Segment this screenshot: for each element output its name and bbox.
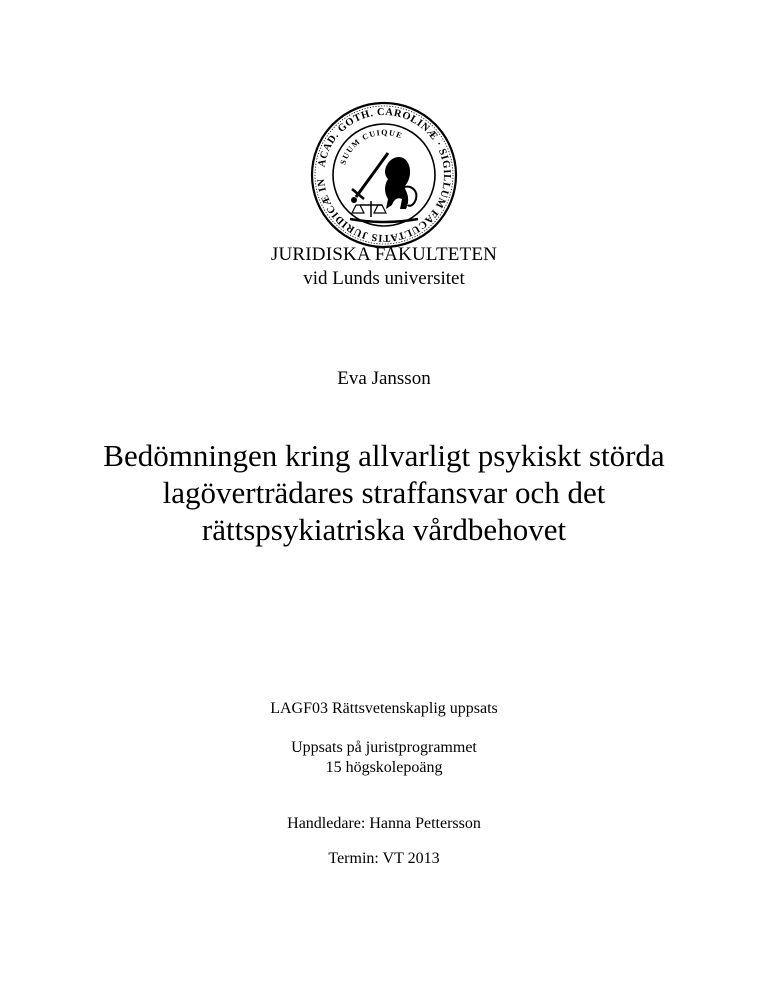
thesis-title-line: rättspsykiatriska vårdbehovet	[201, 512, 567, 547]
thesis-title-line: lagöverträdares straffansvar och det	[162, 475, 606, 510]
course-code: LAGF03 Rättsvetenskaplig uppsats	[270, 700, 498, 717]
program-name: Uppsats på juristprogrammet	[291, 739, 477, 756]
svg-text:SUUM CUIQUE: SUUM CUIQUE	[338, 127, 405, 166]
university-seal-icon	[310, 101, 458, 249]
term: Termin: VT 2013	[328, 850, 440, 867]
faculty-name: JURIDISKA FAKULTETEN	[270, 244, 498, 265]
author-name: Eva Jansson	[337, 368, 431, 389]
credits: 15 högskolepoäng	[325, 759, 443, 776]
university-name: vid Lunds universitet	[303, 268, 465, 289]
svg-text:ACAD. GOTH. CAROLINÆ · SIGILLU: ACAD. GOTH. CAROLINÆ · SIGILLUM FACULTATIS JURIDICÆ IN	[315, 106, 453, 244]
thesis-title-line: Bedömningen kring allvarligt psykiskt störda	[103, 438, 665, 473]
supervisor: Handledare: Hanna Pettersson	[287, 815, 481, 832]
thesis-title	[84, 437, 684, 548]
